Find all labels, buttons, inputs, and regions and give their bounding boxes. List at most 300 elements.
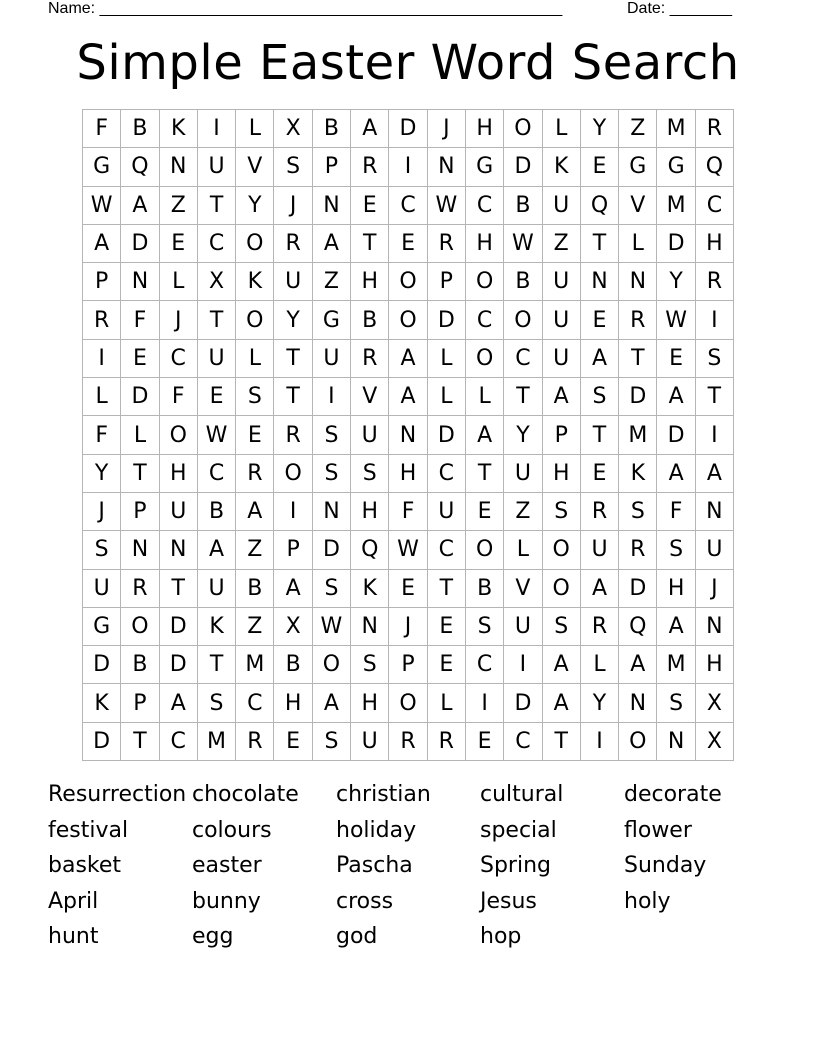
- grid-cell: B: [121, 110, 159, 148]
- grid-cell: D: [160, 646, 198, 684]
- grid-cell: O: [236, 225, 274, 263]
- word-list-item: Pascha: [336, 853, 413, 878]
- grid-cell: E: [657, 340, 695, 378]
- grid-cell: G: [83, 608, 121, 646]
- grid-cell: A: [657, 378, 695, 416]
- grid-cell: T: [466, 455, 504, 493]
- grid-cell: I: [198, 110, 236, 148]
- grid-cell: U: [83, 570, 121, 608]
- grid-cell: T: [121, 455, 159, 493]
- grid-cell: U: [428, 493, 466, 531]
- word-list-item: basket: [48, 853, 122, 878]
- grid-cell: S: [236, 378, 274, 416]
- grid-cell: S: [313, 723, 351, 761]
- grid-cell: F: [83, 110, 121, 148]
- grid-cell: N: [696, 608, 734, 646]
- grid-cell: G: [619, 148, 657, 186]
- grid-cell: S: [657, 531, 695, 569]
- grid-cell: U: [504, 608, 542, 646]
- grid-cell: H: [657, 570, 695, 608]
- grid-cell: M: [236, 646, 274, 684]
- grid-cell: O: [313, 646, 351, 684]
- grid-cell: E: [466, 723, 504, 761]
- grid-cell: T: [696, 378, 734, 416]
- grid-cell: O: [389, 263, 427, 301]
- grid-cell: N: [428, 148, 466, 186]
- grid-cell: N: [351, 608, 389, 646]
- grid-cell: N: [121, 531, 159, 569]
- grid-cell: V: [236, 148, 274, 186]
- grid-cell: A: [619, 646, 657, 684]
- grid-cell: J: [274, 187, 312, 225]
- grid-cell: B: [351, 301, 389, 339]
- grid-cell: V: [351, 378, 389, 416]
- grid-cell: A: [389, 340, 427, 378]
- grid-cell: O: [466, 263, 504, 301]
- word-list-item: special: [480, 817, 557, 843]
- grid-cell: A: [389, 378, 427, 416]
- grid-cell: W: [428, 187, 466, 225]
- grid-cell: S: [313, 455, 351, 493]
- grid-cell: L: [83, 378, 121, 416]
- grid-cell: D: [657, 416, 695, 454]
- grid-cell: R: [274, 225, 312, 263]
- word-list-item: cultural: [480, 782, 564, 807]
- word-list-item: Sunday: [624, 853, 707, 878]
- grid-cell: D: [389, 110, 427, 148]
- grid-cell: J: [696, 570, 734, 608]
- word-list: [48, 777, 768, 955]
- grid-cell: E: [581, 455, 619, 493]
- date-field-label: Date: _______: [627, 0, 732, 17]
- grid-cell: C: [160, 723, 198, 761]
- grid-cell: W: [657, 301, 695, 339]
- grid-cell: O: [619, 723, 657, 761]
- name-field-label: Name: ____________________________________________________: [48, 0, 563, 17]
- word-list-item: colours: [192, 817, 272, 843]
- grid-cell: B: [313, 110, 351, 148]
- grid-cell: R: [696, 263, 734, 301]
- grid-cell: B: [504, 263, 542, 301]
- grid-cell: E: [160, 225, 198, 263]
- grid-cell: O: [274, 455, 312, 493]
- grid-cell: D: [83, 723, 121, 761]
- grid-cell: K: [543, 148, 581, 186]
- grid-cell: O: [121, 608, 159, 646]
- grid-cell: F: [389, 493, 427, 531]
- grid-cell: L: [236, 110, 274, 148]
- grid-cell: E: [351, 187, 389, 225]
- grid-cell: Z: [619, 110, 657, 148]
- grid-cell: U: [313, 340, 351, 378]
- word-list-item: egg: [192, 924, 234, 949]
- grid-cell: F: [160, 378, 198, 416]
- word-list-item: decorate: [624, 782, 722, 807]
- grid-cell: A: [543, 684, 581, 722]
- grid-cell: T: [351, 225, 389, 263]
- grid-cell: E: [274, 723, 312, 761]
- grid-cell: X: [274, 608, 312, 646]
- grid-cell: I: [466, 684, 504, 722]
- grid-cell: A: [581, 570, 619, 608]
- grid-cell: E: [389, 570, 427, 608]
- grid-cell: F: [121, 301, 159, 339]
- grid-cell: V: [619, 187, 657, 225]
- grid-cell: E: [466, 493, 504, 531]
- grid-cell: T: [581, 416, 619, 454]
- grid-cell: H: [466, 225, 504, 263]
- grid-cell: R: [274, 416, 312, 454]
- grid-cell: C: [198, 225, 236, 263]
- grid-cell: E: [389, 225, 427, 263]
- grid-cell: N: [313, 493, 351, 531]
- grid-cell: O: [389, 684, 427, 722]
- grid-cell: T: [504, 378, 542, 416]
- grid-cell: C: [696, 187, 734, 225]
- word-list-item: hunt: [48, 924, 99, 949]
- grid-cell: M: [619, 416, 657, 454]
- grid-cell: N: [619, 684, 657, 722]
- grid-cell: O: [504, 301, 542, 339]
- grid-cell: T: [543, 723, 581, 761]
- grid-cell: Z: [504, 493, 542, 531]
- grid-cell: Y: [236, 187, 274, 225]
- word-list-item: holy: [624, 888, 671, 914]
- grid-cell: N: [657, 723, 695, 761]
- grid-cell: A: [160, 684, 198, 722]
- grid-cell: P: [83, 263, 121, 301]
- grid-cell: S: [351, 646, 389, 684]
- grid-cell: N: [313, 187, 351, 225]
- grid-cell: O: [504, 110, 542, 148]
- grid-cell: S: [198, 684, 236, 722]
- grid-cell: H: [543, 455, 581, 493]
- grid-cell: R: [619, 301, 657, 339]
- grid-cell: X: [274, 110, 312, 148]
- grid-cell: Q: [619, 608, 657, 646]
- grid-cell: M: [657, 110, 695, 148]
- grid-cell: G: [313, 301, 351, 339]
- grid-cell: D: [428, 301, 466, 339]
- grid-cell: P: [121, 684, 159, 722]
- grid-cell: X: [198, 263, 236, 301]
- grid-cell: M: [198, 723, 236, 761]
- grid-cell: A: [581, 340, 619, 378]
- grid-cell: D: [619, 570, 657, 608]
- grid-cell: U: [351, 416, 389, 454]
- grid-cell: D: [428, 416, 466, 454]
- grid-cell: S: [543, 493, 581, 531]
- grid-cell: O: [160, 416, 198, 454]
- grid-cell: R: [121, 570, 159, 608]
- grid-cell: A: [543, 646, 581, 684]
- grid-cell: E: [428, 646, 466, 684]
- grid-cell: T: [121, 723, 159, 761]
- grid-cell: W: [198, 416, 236, 454]
- grid-cell: B: [198, 493, 236, 531]
- grid-cell: I: [83, 340, 121, 378]
- grid-cell: C: [504, 723, 542, 761]
- word-list-item: festival: [48, 817, 129, 843]
- grid-cell: M: [657, 187, 695, 225]
- grid-cell: S: [581, 378, 619, 416]
- grid-cell: R: [619, 531, 657, 569]
- grid-cell: L: [428, 378, 466, 416]
- grid-cell: Y: [581, 110, 619, 148]
- grid-cell: A: [543, 378, 581, 416]
- grid-cell: U: [351, 723, 389, 761]
- grid-cell: Q: [696, 148, 734, 186]
- grid-cell: D: [619, 378, 657, 416]
- grid-cell: L: [160, 263, 198, 301]
- grid-cell: L: [428, 340, 466, 378]
- grid-cell: G: [83, 148, 121, 186]
- grid-cell: R: [389, 723, 427, 761]
- grid-cell: N: [581, 263, 619, 301]
- grid-cell: D: [83, 646, 121, 684]
- grid-cell: N: [121, 263, 159, 301]
- grid-cell: C: [466, 646, 504, 684]
- grid-cell: A: [696, 455, 734, 493]
- grid-cell: U: [274, 263, 312, 301]
- grid-cell: K: [198, 608, 236, 646]
- word-list-item: holiday: [336, 817, 417, 843]
- grid-cell: T: [198, 301, 236, 339]
- grid-cell: L: [466, 378, 504, 416]
- grid-cell: C: [160, 340, 198, 378]
- word-list-item: cross: [336, 888, 394, 914]
- grid-cell: P: [543, 416, 581, 454]
- word-list-item: easter: [192, 853, 262, 878]
- letter-grid: [82, 109, 734, 761]
- grid-cell: K: [351, 570, 389, 608]
- grid-cell: N: [160, 531, 198, 569]
- grid-cell: U: [543, 187, 581, 225]
- grid-cell: B: [466, 570, 504, 608]
- grid-cell: B: [121, 646, 159, 684]
- grid-cell: J: [160, 301, 198, 339]
- grid-cell: P: [389, 646, 427, 684]
- grid-cell: S: [466, 608, 504, 646]
- word-list-item: hop: [480, 924, 522, 949]
- grid-cell: U: [504, 455, 542, 493]
- grid-cell: O: [543, 570, 581, 608]
- grid-cell: W: [313, 608, 351, 646]
- grid-cell: C: [428, 455, 466, 493]
- grid-cell: Q: [581, 187, 619, 225]
- grid-cell: K: [160, 110, 198, 148]
- grid-cell: H: [696, 225, 734, 263]
- grid-cell: L: [428, 684, 466, 722]
- grid-cell: N: [696, 493, 734, 531]
- grid-cell: D: [160, 608, 198, 646]
- grid-cell: N: [619, 263, 657, 301]
- grid-cell: R: [236, 723, 274, 761]
- grid-cell: P: [313, 148, 351, 186]
- grid-cell: L: [619, 225, 657, 263]
- word-list-item: April: [48, 888, 99, 914]
- grid-cell: B: [504, 187, 542, 225]
- grid-cell: Q: [351, 531, 389, 569]
- grid-cell: S: [313, 570, 351, 608]
- grid-cell: E: [428, 608, 466, 646]
- grid-cell: H: [351, 493, 389, 531]
- grid-cell: Z: [236, 608, 274, 646]
- grid-cell: O: [543, 531, 581, 569]
- grid-cell: T: [581, 225, 619, 263]
- grid-cell: I: [313, 378, 351, 416]
- grid-cell: C: [466, 187, 504, 225]
- grid-cell: U: [543, 340, 581, 378]
- grid-cell: C: [428, 531, 466, 569]
- grid-cell: T: [198, 646, 236, 684]
- grid-cell: Y: [83, 455, 121, 493]
- grid-cell: L: [581, 646, 619, 684]
- grid-cell: H: [160, 455, 198, 493]
- grid-cell: T: [160, 570, 198, 608]
- grid-cell: F: [657, 493, 695, 531]
- grid-cell: A: [274, 570, 312, 608]
- grid-cell: A: [466, 416, 504, 454]
- grid-cell: A: [313, 684, 351, 722]
- grid-cell: T: [274, 340, 312, 378]
- grid-cell: I: [504, 646, 542, 684]
- page-title: Simple Easter Word Search: [76, 35, 740, 91]
- grid-cell: X: [696, 684, 734, 722]
- grid-cell: P: [428, 263, 466, 301]
- grid-cell: G: [466, 148, 504, 186]
- grid-cell: C: [198, 455, 236, 493]
- grid-cell: H: [274, 684, 312, 722]
- grid-cell: Y: [657, 263, 695, 301]
- grid-cell: D: [121, 378, 159, 416]
- grid-cell: E: [581, 148, 619, 186]
- grid-cell: Y: [504, 416, 542, 454]
- grid-cell: C: [504, 340, 542, 378]
- grid-cell: A: [198, 531, 236, 569]
- grid-cell: H: [466, 110, 504, 148]
- grid-cell: R: [351, 148, 389, 186]
- word-list-item: Resurrection: [48, 782, 187, 807]
- grid-cell: L: [236, 340, 274, 378]
- word-list-item: Spring: [480, 853, 551, 878]
- grid-cell: G: [657, 148, 695, 186]
- grid-cell: R: [351, 340, 389, 378]
- grid-cell: H: [351, 263, 389, 301]
- grid-cell: W: [504, 225, 542, 263]
- grid-cell: C: [389, 187, 427, 225]
- grid-cell: E: [581, 301, 619, 339]
- grid-cell: I: [581, 723, 619, 761]
- grid-cell: R: [581, 493, 619, 531]
- grid-cell: R: [581, 608, 619, 646]
- grid-cell: B: [236, 570, 274, 608]
- grid-cell: S: [696, 340, 734, 378]
- grid-cell: A: [83, 225, 121, 263]
- grid-cell: C: [236, 684, 274, 722]
- grid-cell: D: [657, 225, 695, 263]
- word-list-item: god: [336, 924, 378, 949]
- grid-cell: P: [121, 493, 159, 531]
- grid-cell: S: [313, 416, 351, 454]
- grid-cell: A: [236, 493, 274, 531]
- grid-cell: O: [466, 531, 504, 569]
- grid-cell: H: [351, 684, 389, 722]
- grid-cell: J: [389, 608, 427, 646]
- grid-cell: F: [83, 416, 121, 454]
- grid-cell: T: [274, 378, 312, 416]
- grid-cell: X: [696, 723, 734, 761]
- grid-cell: A: [657, 455, 695, 493]
- grid-cell: P: [274, 531, 312, 569]
- grid-cell: R: [83, 301, 121, 339]
- grid-cell: K: [619, 455, 657, 493]
- grid-cell: A: [313, 225, 351, 263]
- grid-cell: S: [83, 531, 121, 569]
- word-list-item: bunny: [192, 888, 261, 914]
- grid-cell: Y: [581, 684, 619, 722]
- grid-cell: Z: [160, 187, 198, 225]
- grid-cell: H: [696, 646, 734, 684]
- grid-cell: I: [696, 301, 734, 339]
- grid-cell: E: [236, 416, 274, 454]
- grid-cell: R: [428, 225, 466, 263]
- grid-cell: V: [504, 570, 542, 608]
- grid-cell: E: [198, 378, 236, 416]
- grid-cell: U: [543, 301, 581, 339]
- grid-cell: N: [389, 416, 427, 454]
- grid-cell: Z: [236, 531, 274, 569]
- grid-cell: U: [198, 148, 236, 186]
- grid-cell: L: [543, 110, 581, 148]
- grid-cell: U: [198, 340, 236, 378]
- grid-cell: R: [428, 723, 466, 761]
- header: [48, 0, 748, 20]
- grid-cell: T: [198, 187, 236, 225]
- grid-cell: O: [389, 301, 427, 339]
- grid-cell: Z: [313, 263, 351, 301]
- grid-cell: R: [696, 110, 734, 148]
- grid-cell: W: [389, 531, 427, 569]
- word-list-item: chocolate: [192, 782, 299, 807]
- grid-cell: S: [543, 608, 581, 646]
- grid-cell: I: [696, 416, 734, 454]
- grid-cell: U: [543, 263, 581, 301]
- word-list-item: Jesus: [480, 888, 537, 914]
- grid-cell: C: [466, 301, 504, 339]
- grid-cell: H: [389, 455, 427, 493]
- grid-cell: U: [160, 493, 198, 531]
- grid-cell: D: [504, 148, 542, 186]
- grid-cell: B: [274, 646, 312, 684]
- grid-cell: T: [619, 340, 657, 378]
- grid-cell: O: [466, 340, 504, 378]
- grid-cell: J: [428, 110, 466, 148]
- grid-cell: J: [83, 493, 121, 531]
- grid-cell: L: [504, 531, 542, 569]
- grid-cell: S: [657, 684, 695, 722]
- grid-cell: U: [198, 570, 236, 608]
- grid-cell: K: [236, 263, 274, 301]
- grid-cell: S: [274, 148, 312, 186]
- word-list-item: flower: [624, 817, 692, 843]
- grid-cell: L: [121, 416, 159, 454]
- grid-cell: K: [83, 684, 121, 722]
- grid-cell: W: [83, 187, 121, 225]
- grid-cell: A: [121, 187, 159, 225]
- grid-cell: A: [351, 110, 389, 148]
- grid-cell: E: [121, 340, 159, 378]
